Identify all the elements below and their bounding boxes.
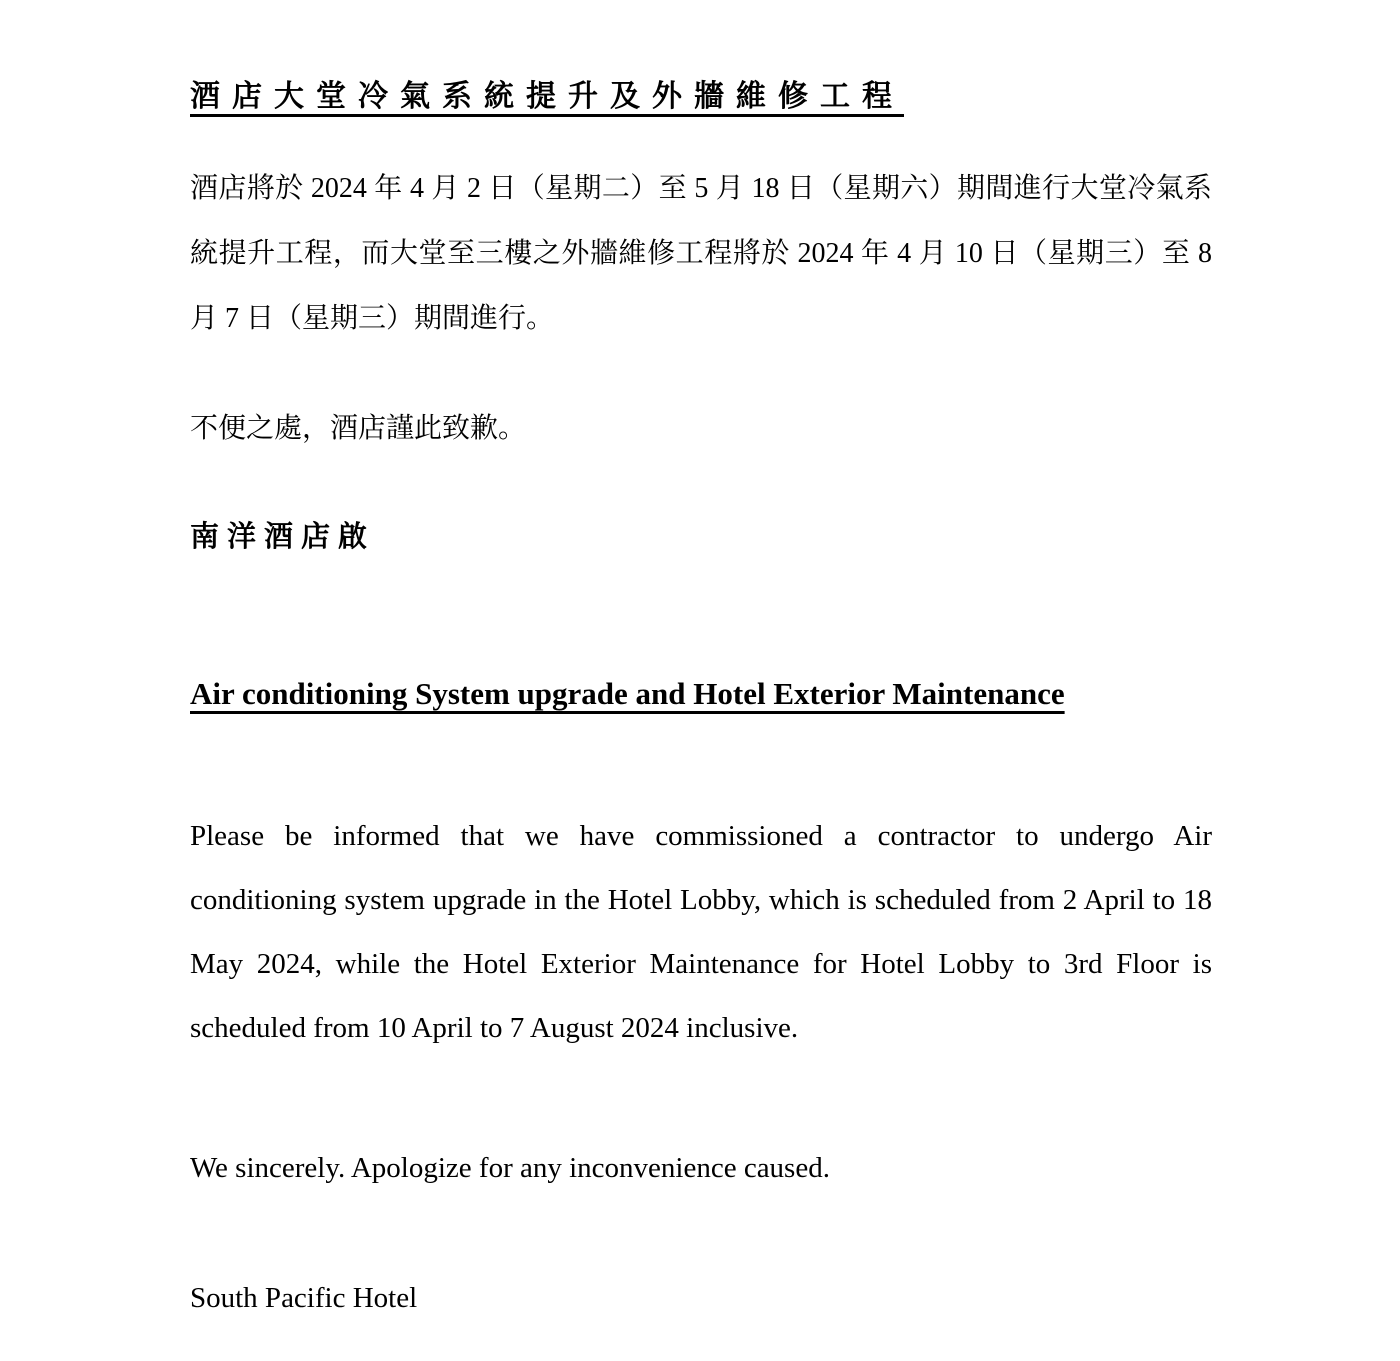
- chinese-notice-title: 酒店大堂冷氣系統提升及外牆維修工程: [190, 80, 904, 113]
- chinese-apology-line: 不便之處，酒店謹此致歉。: [190, 413, 527, 444]
- english-hotel-signoff: South Pacific Hotel: [190, 1281, 418, 1314]
- chinese-notice-body: 酒店將於 2024 年 4 月 2 日（星期二）至 5 月 18 日（星期六）期間進行大堂冷氣系統提升工程，而大堂至三樓之外牆維修工程將於 2024 年 4 月 10 日（星期三）至 8 月 7 日（星期三）期間進行。: [190, 173, 1212, 334]
- english-notice-body: Please be informed that we have commissioned a contractor to undergo Air conditioning system upgrade in the Hotel Lobby, which is scheduled from 2 April to 18 May 2024, while the Hotel Exterior Maintenance for Hotel Lobby to 3rd Floor is scheduled from 10 April to 7 August 2024 inclusive.: [190, 819, 1212, 1044]
- chinese-hotel-signoff: 南洋酒店啟: [190, 521, 376, 553]
- english-notice-title: Air conditioning System upgrade and Hotel Exterior Maintenance: [190, 675, 1065, 711]
- english-apology-line: We sincerely. Apologize for any inconvenience caused.: [190, 1151, 830, 1184]
